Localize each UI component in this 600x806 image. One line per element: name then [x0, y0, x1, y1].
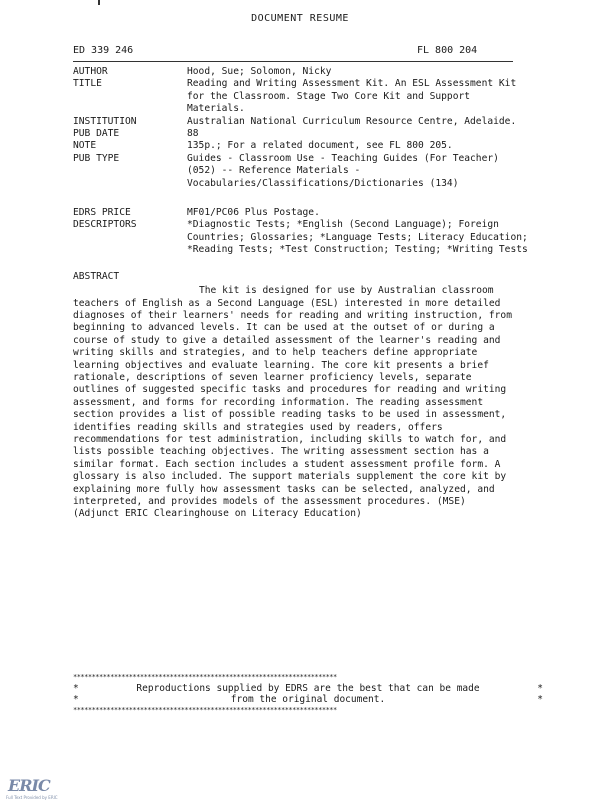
field-label: PUB DATE [73, 128, 120, 140]
reproduction-notice [73, 672, 543, 716]
reproduction-text-2: from the original document. [230, 694, 386, 705]
field-label: PUB TYPE [73, 152, 120, 164]
field-note [73, 140, 533, 152]
reproduction-text-1: Reproductions supplied by EDRS are the best that can be made [136, 683, 480, 694]
field-label: NOTE [73, 140, 97, 152]
field-value: *Diagnostic Tests; *English (Second Language); Foreign Countries; Glossaries; *Language Tests; Literacy Education; *Reading Tests; *Test Construction; Testing; *Writing Tests [187, 219, 528, 256]
field-value: Hood, Sue; Solomon, Nicky [187, 66, 332, 77]
document-title: DOCUMENT RESUME [251, 13, 349, 24]
field-value: 88 [187, 128, 199, 140]
field-edrs-price [73, 207, 533, 219]
metadata-fields [73, 66, 533, 521]
field-label: TITLE [73, 78, 102, 90]
star-left: * [73, 694, 79, 705]
field-value: 135p.; For a related document, see FL 800 205. [187, 140, 453, 152]
header-rule [73, 61, 513, 62]
scan-mark [98, 0, 100, 5]
eric-logo: ERIC [8, 776, 50, 795]
star-right: * [537, 683, 543, 694]
reproduction-line-1 [73, 683, 543, 694]
field-label: EDRS PRICE [73, 207, 131, 219]
abstract-label: ABSTRACT [73, 270, 120, 282]
star-border-top: *********************************************************************** [73, 673, 337, 681]
star-right: * [537, 694, 543, 705]
field-label: INSTITUTION [73, 115, 137, 127]
star-left: * [73, 683, 79, 694]
ed-number: ED 339 246 [73, 45, 134, 56]
field-value: Guides - Classroom Use - Teaching Guides (For Teacher) (052) -- Reference Materials - Vocabularies/Classifications/Dictionaries (134) [187, 152, 499, 189]
star-border-bottom: *********************************************************************** [73, 706, 337, 714]
field-institution [73, 116, 533, 128]
field-pub-date [73, 128, 533, 140]
field-title [73, 78, 533, 115]
field-value: MF01/PC06 Plus Postage. [187, 207, 320, 219]
field-pub-type [73, 153, 533, 190]
field-descriptors [73, 219, 533, 256]
field-label: DESCRIPTORS [73, 219, 137, 231]
reproduction-line-2 [73, 694, 543, 705]
eric-logo-subtext: Full Text Provided by ERIC [6, 795, 58, 800]
fl-number: FL 800 204 [417, 45, 478, 56]
field-value: Reading and Writing Assessment Kit. An ESL Assessment Kit for the Classroom. Stage Two Core Kit and Support Materials. [187, 78, 517, 115]
field-author [73, 66, 533, 78]
field-value: Australian National Curriculum Resource Centre, Adelaide. [187, 115, 517, 127]
field-label: AUTHOR [73, 66, 108, 77]
abstract-text: The kit is designed for use by Australian classroom teachers of English as a Second Language (ESL) interested in more detailed diagnoses of their learners' needs for reading and writing instruction, from beginning to advanced levels. It can be used at the outset of or during a course of study to give a detailed assessment of the learner's reading and writing skills and strategies, and to help teachers define appropriate learning objectives and evaluate learning. The core kit presents a brief rationale, descriptions of seven learner proficiency levels, separate outlines of suggested specific tasks and procedures for reading and writing assessment, and forms for recording information. The reading assessment section provides a list of possible reading tasks to be used in assessment, identifies reading skills and strategies used by readers, offers recommendations for test administration, including skills to watch for, and lists possible teaching objectives. The writing assessment section has a similar format. Each section includes a student assessment profile form. A glossary is also included. The support materials supplement the core kit by explaining more fully how assessment tasks can be selected, analyzed, and interpreted, and provides models of the assessment procedures. (MSE) (Adjunct ERIC Clearinghouse on Literacy Education) [73, 285, 512, 520]
